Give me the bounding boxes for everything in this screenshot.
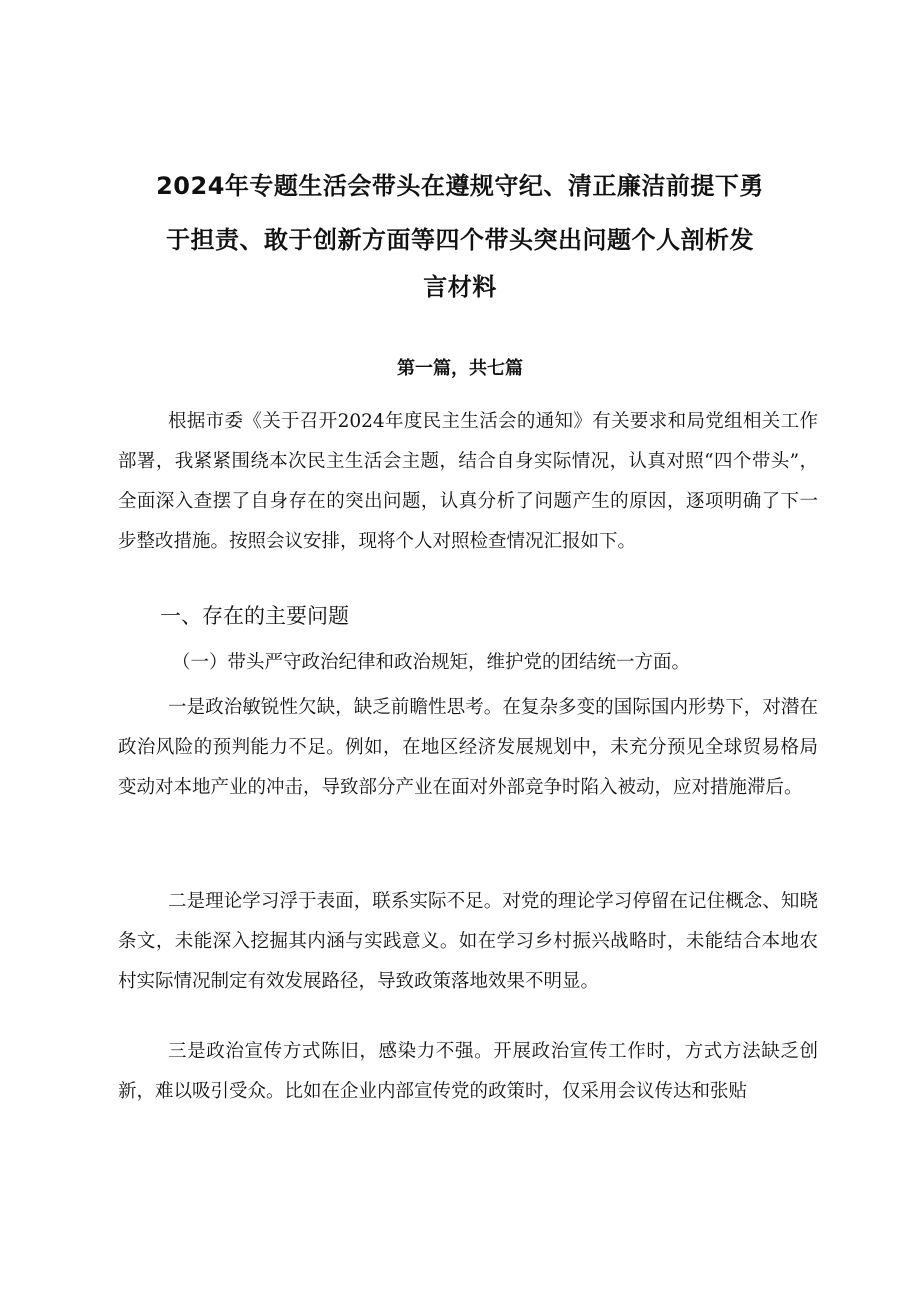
document-subtitle: 第一篇，共七篇 [397, 358, 523, 379]
intro-paragraph: 根据市委《关于召开2024年度民主生活会的通知》有关要求和局党组相关工作部署，我紧紧围绕本次民主生活会主题，结合自身实际情况，认真对照“四个带头”，全面深入查摆了自身存在的突出问题，认真分析了问题产生的原因，逐项明确了下一步整改措施。按照会议安排，现将个人对照检查情况汇报如下。 [118, 411, 818, 552]
document-title-line-2: 于担责、敢于创新方面等四个带头突出问题个人剖析发 [166, 226, 754, 254]
subsection-heading: （一）带头严守政治纪律和政治规矩，维护党的团结统一方面。 [172, 652, 691, 673]
body-paragraph-2: 二是理论学习浮于表面，联系实际不足。对党的理论学习停留在记住概念、知晓条文，未能深入挖掘其内涵与实践意义。如在学习乡村振兴战略时，未能结合本地农村实际情况制定有效发展路径，导致政策落地效果不明显。 [118, 891, 818, 992]
body-paragraph-3: 三是政治宣传方式陈旧，感染力不强。开展政治宣传工作时，方式方法缺乏创新，难以吸引受众。比如在企业内部宣传党的政策时，仅采用会议传达和张贴 [118, 1041, 818, 1102]
section-heading: 一、存在的主要问题 [160, 604, 349, 628]
document-title-line-1: 2024年专题生活会带头在遵规守纪、清正廉洁前提下勇 [156, 172, 764, 200]
body-paragraph-1: 一是政治敏锐性欠缺，缺乏前瞻性思考。在复杂多变的国际国内形势下，对潜在政治风险的预判能力不足。例如，在地区经济发展规划中，未充分预见全球贸易格局变动对本地产业的冲击，导致部分产业在面对外部竞争时陷入被动，应对措施滞后。 [118, 697, 818, 798]
document-title-line-3: 言材料 [423, 273, 497, 301]
